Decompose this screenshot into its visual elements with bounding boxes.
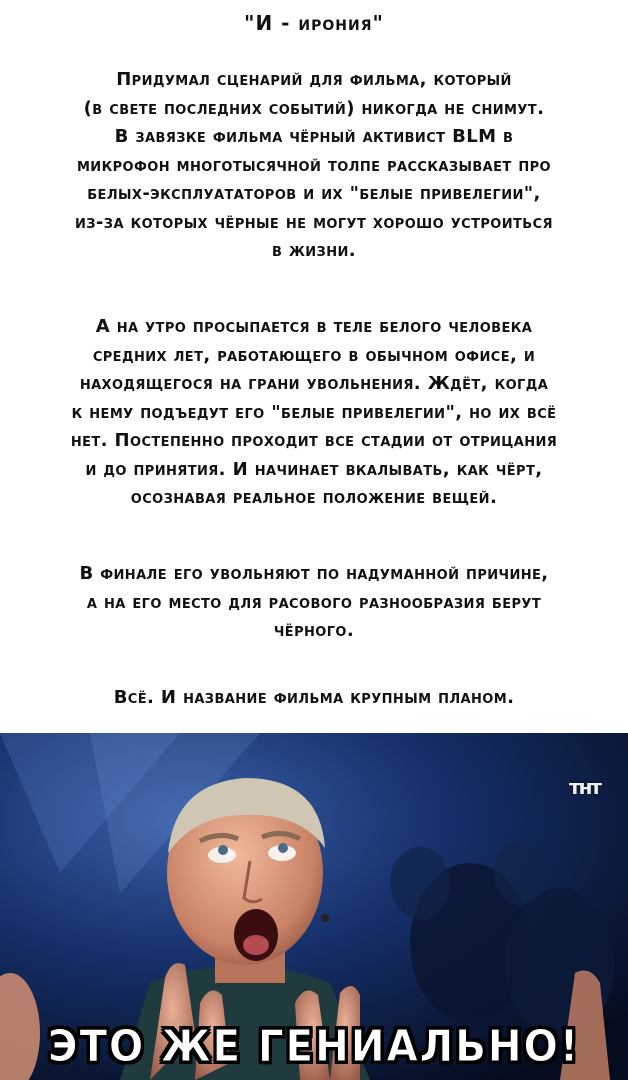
paragraph-line: в жизни. — [271, 240, 356, 261]
paragraph-line: В финале его увольняют по надуманной причине, — [79, 563, 549, 584]
paragraph-line: (в свете последних событий) никогда не снимут. — [83, 97, 545, 119]
paragraph-line: белых-эксплуататоров и их "белые привелегии", — [87, 183, 541, 204]
paragraph-line: осознавая реальное положение вещей. — [130, 487, 498, 508]
paragraph-4 — [22, 684, 606, 713]
paragraph-line: а на его место для расового разнообразия берут — [86, 591, 542, 613]
paragraph-line: Придумал сценарий для фильма, который — [116, 69, 512, 90]
paragraph-line: А на утро просыпается в теле белого человека — [95, 316, 533, 337]
paragraph-line: В завязке фильма чёрный активист BLM в — [114, 126, 514, 147]
paragraph-2 — [22, 313, 606, 513]
paragraph-line: к нему подъедут его "белые привелегии", но их всё — [71, 401, 557, 423]
meme-caption: ЭТО ЖЕ ГЕНИАЛЬНО! — [47, 1021, 581, 1072]
paragraph-line: и до принятия. И начинает вкалывать, как чёрт, — [85, 458, 543, 480]
paragraph-line: Всё. И название фильма крупным планом. — [113, 687, 515, 708]
paragraph-1 — [22, 66, 606, 266]
paragraph-line: из-за которых чёрные не могут хорошо устроиться — [75, 211, 553, 233]
paragraph-line: микрофон многотысячной толпе рассказывает про — [76, 154, 552, 176]
paragraph-line: средних лет, работающего в обычном офисе, и — [92, 344, 536, 366]
paragraph-line: чёрного. — [273, 620, 355, 641]
paragraph-3 — [22, 560, 606, 646]
paragraph-line: находящегося на грани увольнения. Ждёт, когда — [79, 373, 549, 394]
paragraph-line: нет. Постепенно проходит все стадии от отрицания — [70, 430, 558, 451]
post-title: "И - ирония" — [244, 11, 384, 35]
meme-image — [0, 733, 628, 1080]
channel-logo: тнт — [568, 775, 600, 799]
